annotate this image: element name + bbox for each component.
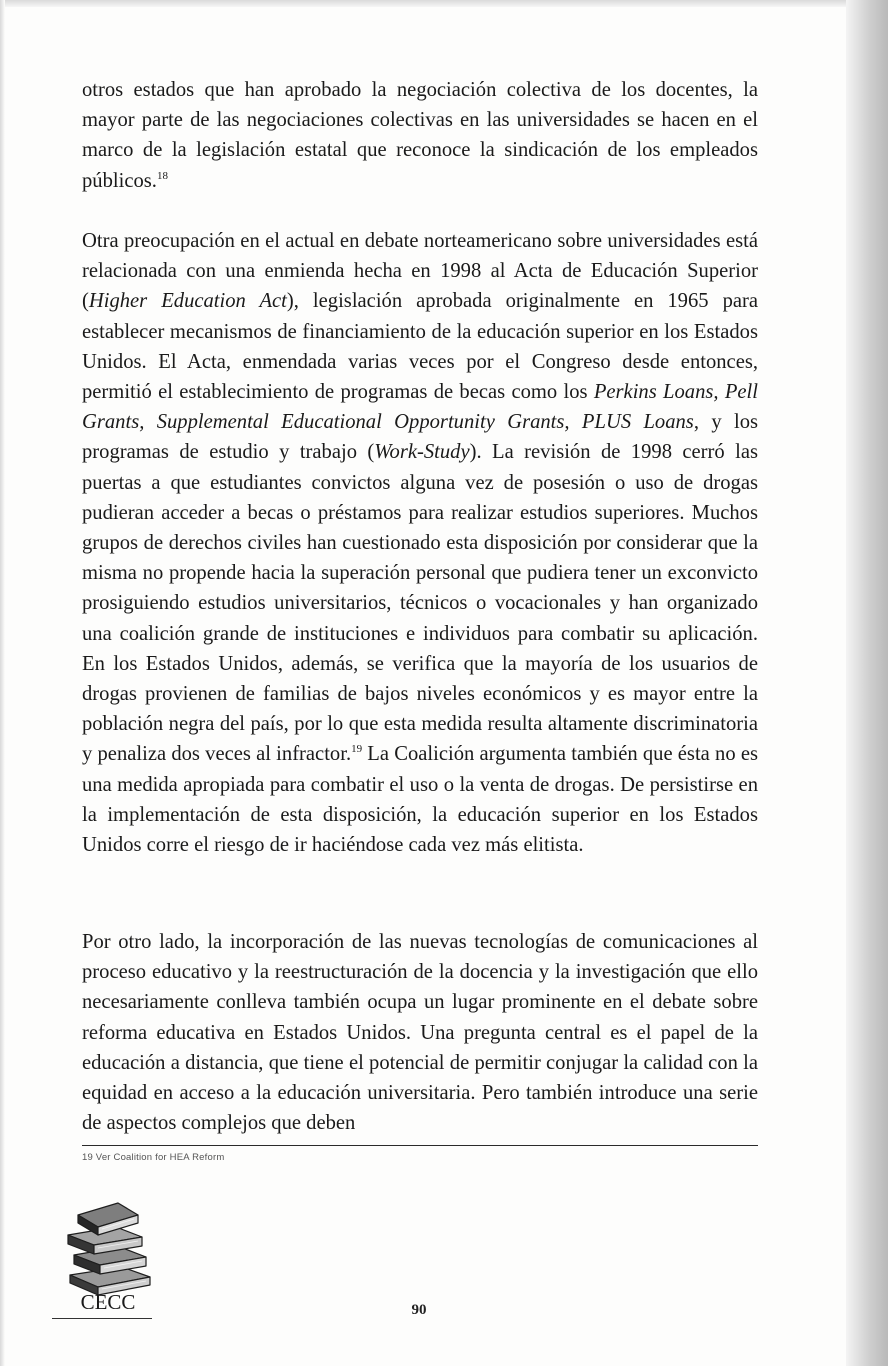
books-stack-icon <box>58 1197 158 1305</box>
footnote-divider <box>82 1145 758 1146</box>
paragraph-2-text-d: ). La revisión de 1998 cerró las puertas a que estudiantes convictos alguna vez de posesión o uso de drogas pudieran acceder a becas o préstamos para realizar estudios superiores. Muchos grupos de derechos civiles han cuestionado esta disposición por considerar que la misma no propende hacia la superación personal que pudiera tener un exconvicto prosiguiendo estudios universitarios, técnicos o vocacionales y han organizado una coalición grande de instituciones e individuos para combatir su aplicación. En los Estados Unidos, además, se verifica que la mayoría de los usuarios de drogas provienen de familias de bajos niveles económicos y es mayor entre la población negra del país, por lo que esta medida resulta altamente discriminatoria y penaliza dos veces al infractor. <box>82 441 758 766</box>
footnote-19: 19 Ver Coalition for HEA Reform <box>82 1152 225 1163</box>
paragraph-2-text-c: , y los programas de estudio y trabajo ( <box>82 411 759 464</box>
paragraph-3-text: Por otro lado, la incorporación de las nuevas tecnologías de comunicaciones al proceso educativo y la reestructuración de la docencia y la investigación que ello necesariamente conlleva también ocupa un lugar prominente en el debate sobre reforma educativa en Estados Unidos. Una pregunta central es el papel de la educación a distancia, que tiene el potencial de permitir conjugar la calidad con la equidad en acceso a la educación universitaria. Pero también introduce una serie de aspectos complejos que deben <box>82 931 758 1135</box>
footnote-ref-18: 18 <box>156 169 168 182</box>
scan-top-edge <box>0 0 888 7</box>
scan-right-edge <box>846 0 888 1366</box>
page-number: 90 <box>411 1302 427 1318</box>
italic-loan-programs: Perkins Loans, Pell Grants, Supplemental Educational Opportunity Grants, PLUS Loans <box>82 381 758 434</box>
paragraph-2-text-b: ), legislación aprobada originalmente en 1965 para establecer mecanismos de financiamiento de la educación superior en los Estados Unidos. El Acta, enmendada varias veces por el Congreso desde entonces, permitió el establecimiento de programas de becas como los <box>82 290 759 404</box>
logo-text: CECC <box>80 1290 136 1314</box>
footnote-ref-19: 19 <box>351 743 363 756</box>
paragraph-2-text-a: Otra preocupación en el actual en debate norteamericano sobre universidades está relacionada con una enmienda hecha en 1998 al Acta de Educación Superior ( <box>82 230 758 313</box>
paragraph-1 <box>82 75 758 196</box>
italic-work-study: Work-Study <box>374 441 470 464</box>
paragraph-3 <box>82 927 758 1138</box>
paragraph-2-text-e: La Coalición argumenta también que ésta no es una medida apropiada para combatir el uso o la venta de drogas. De persistirse en la implementación de esta disposición, la educación superior en los Estados Unidos corre el riesgo de ir haciéndose cada vez más elitista. <box>82 743 758 857</box>
scan-left-edge <box>0 0 5 1366</box>
paragraph-2 <box>82 226 758 860</box>
italic-higher-education-act: Higher Education Act <box>88 290 287 313</box>
logo-underline <box>52 1318 152 1319</box>
paragraph-1-text: otros estados que han aprobado la negociación colectiva de los docentes, la mayor parte de las negociaciones colectivas en las universidades se hacen en el marco de la legislación estatal que reconoce la sindicación de los empleados públicos. <box>82 79 758 192</box>
